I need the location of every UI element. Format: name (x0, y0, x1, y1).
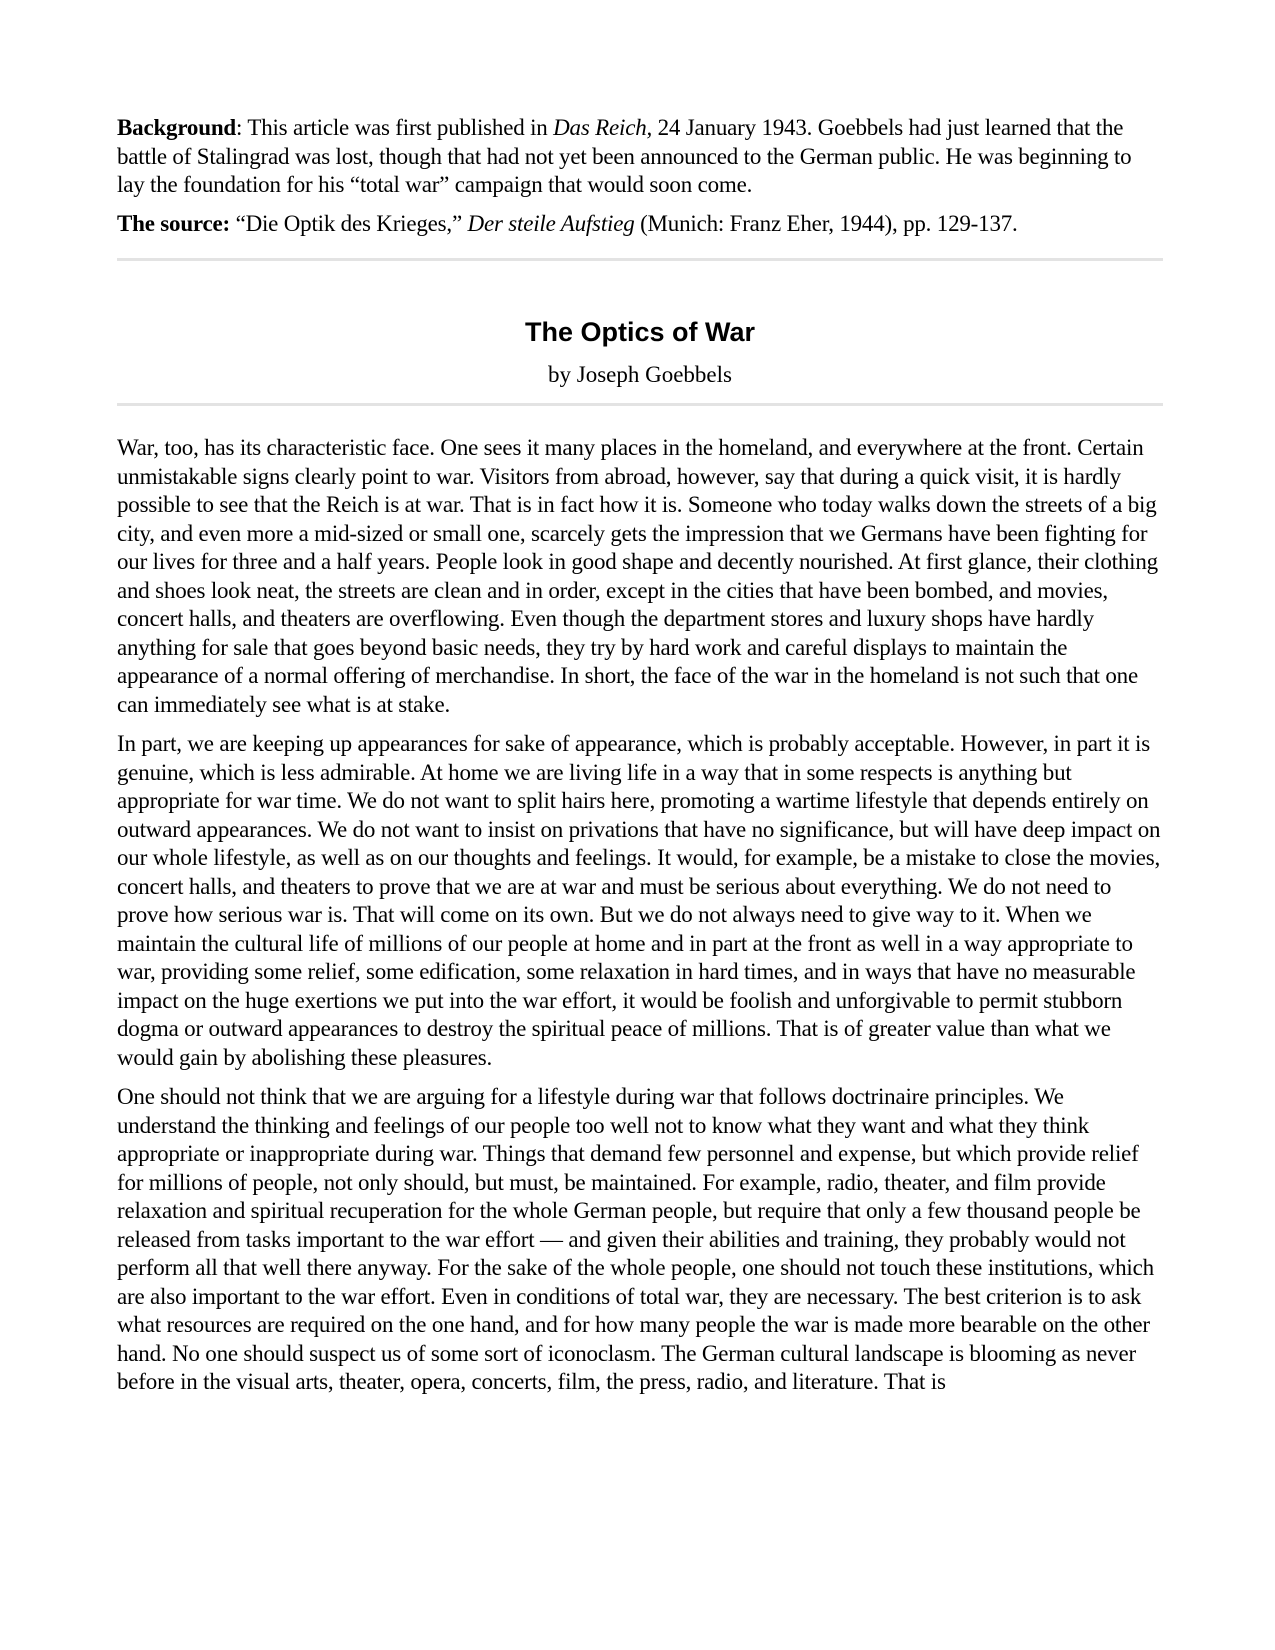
article-title: The Optics of War (524, 317, 755, 347)
source-text-2: (Munich: Franz Eher, 1944), pp. 129-137. (634, 210, 1018, 236)
intro-section (117, 114, 1163, 238)
article-header (117, 261, 1163, 389)
publication-name: Das Reich, (553, 115, 653, 140)
article-body (117, 434, 1163, 1397)
article-paragraph: In part, we are keeping up appearances for sake of appearance, which is probably acceptable. However, in part it is genuine, which is less admirable. At home we are living life in a way that in some respects is anything but appropriate for war time. We do not want to split hairs here, promoting a wartime lifestyle that depends entirely on outward appearances. We do not want to insist on privations that have no significance, but will have deep impact on our whole lifestyle, as well as on our thoughts and feelings. It would, for example, be a mistake to close the movies, concert halls, and theaters to prove that we are at war and must be serious about everything. We do not need to prove how serious war is. That will come on its own. But we do not always need to give way to it. When we maintain the cultural life of millions of our people at home and in part at the front as well in a way appropriate to war, providing some relief, some edification, some relaxation in hard times, and in ways that have no measurable impact on the huge exertions we put into the war effort, it would be foolish and unforgivable to permit stubborn dogma or outward appearances to destroy the spiritual peace of millions. That is of greater value than what we would gain by abolishing these pleasures. (117, 731, 1161, 1070)
source-book-title: Der steile Aufstieg (467, 210, 635, 236)
article-paragraph: One should not think that we are arguing for a lifestyle during war that follows doctrinaire principles. We understand the thinking and feelings of our people too well not to know what they want and what they think appropriate or inappropriate during war. Things that demand few personnel and expense, but which provide relief for millions of people, not only should, but must, be maintained. For example, radio, theater, and film provide relaxation and spiritual recuperation for the whole German people, but require that only a few thousand people be released from tasks important to the war effort — and given their abilities and training, they probably would not perform all that well there anyway. For the sake of the whole people, one should not touch these institutions, which are also important to the war effort. Even in conditions of total war, they are necessary. The best criterion is to ask what resources are required on the one hand, and for how many people the war is made more bearable on the other hand. No one should suspect us of some sort of iconoclasm. The German cultural landscape is blooming as never before in the visual arts, theater, opera, concerts, film, the press, radio, and literature. That is (117, 1084, 1154, 1394)
document-page (117, 114, 1163, 1408)
background-label: Background (117, 115, 237, 140)
source-text-1: “Die Optik des Krieges,” (230, 210, 468, 236)
source-label: The source: (117, 210, 231, 236)
header-divider (117, 403, 1163, 406)
source-paragraph (117, 210, 1163, 239)
article-byline: by Joseph Goebbels (548, 362, 732, 387)
article-paragraph: War, too, has its characteristic face. One sees it many places in the homeland, and everywhere at the front. Certain unmistakable signs clearly point to war. Visitors from abroad, however, say that during a quick visit, it is hardly possible to see that the Reich is at war. That is in fact how it is. Someone who today walks down the streets of a big city, and even more a mid-sized or small one, scarcely gets the impression that we Germans have been fighting for our lives for three and a half years. People look in good shape and decently nourished. At first glance, their clothing and shoes look neat, the streets are clean and in order, except in the cities that have been bombed, and movies, concert halls, and theaters are overflowing. Even though the department stores and luxury shops have hardly anything for sale that goes beyond basic needs, they try by hard work and careful displays to maintain the appearance of a normal offering of merchandise. In short, the face of the war in the homeland is not such that one can immediately see what is at stake. (117, 435, 1158, 717)
background-text-2: 24 January 1943. Goebbels had just learned that the battle of Stalingrad was lost, though that had not yet been announced to the German public. He was beginning to lay the foundation for his “total war” campaign that would soon come. (117, 115, 1132, 197)
background-paragraph (117, 114, 1163, 200)
background-text-1: : This article was first published in (236, 115, 554, 140)
